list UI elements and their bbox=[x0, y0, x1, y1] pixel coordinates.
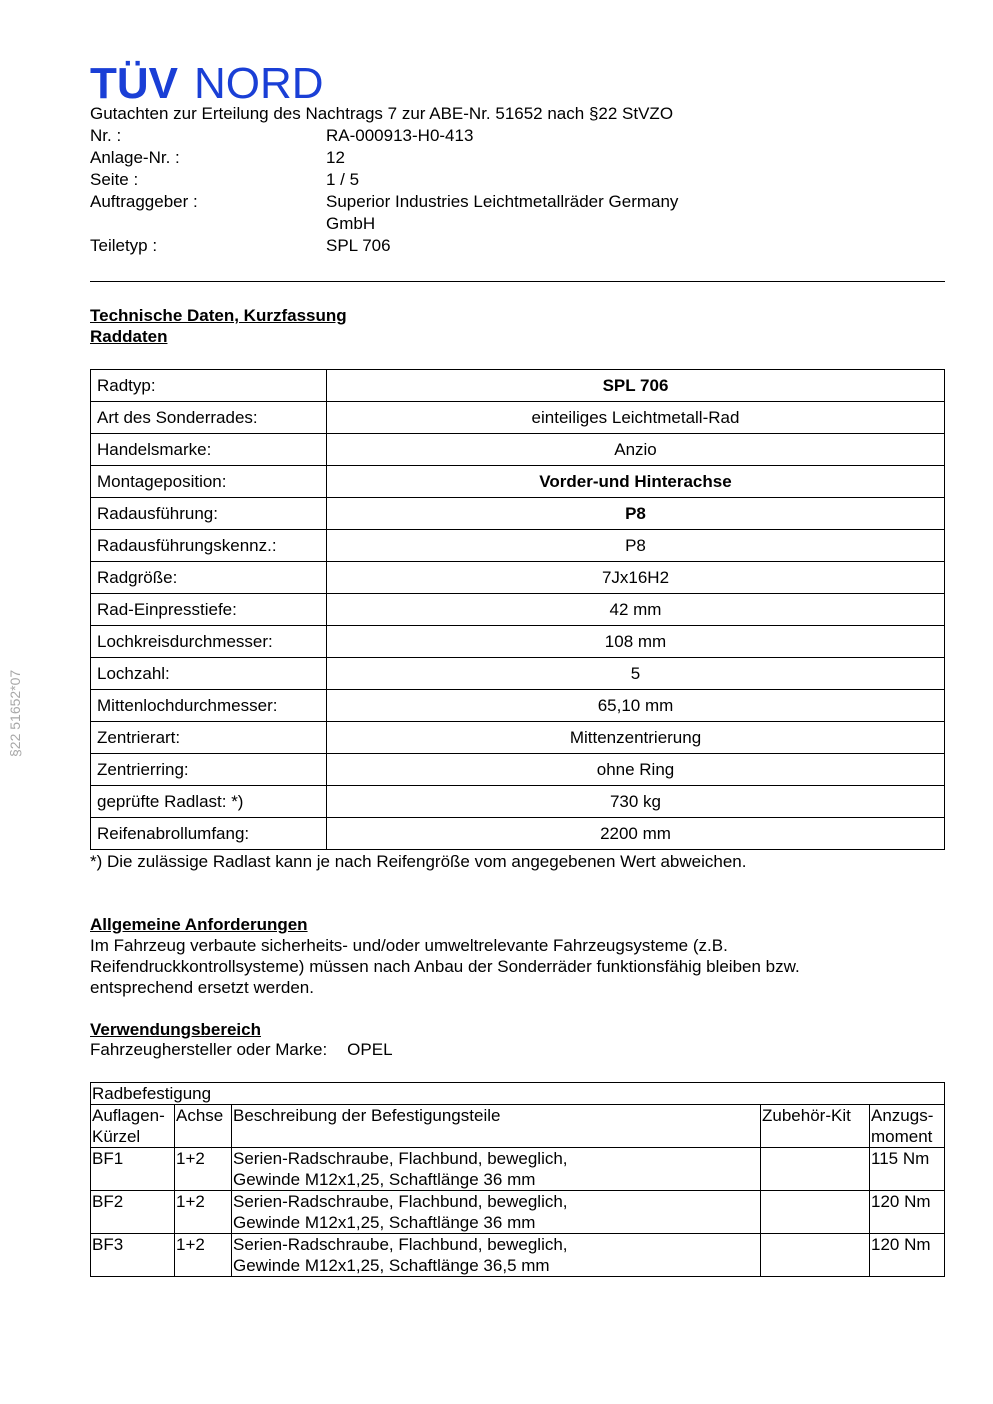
table-row bbox=[91, 1234, 945, 1277]
header-label: Teiletyp : bbox=[90, 236, 158, 255]
document-title: Gutachten zur Erteilung des Nachtrags 7 zur ABE-Nr. 51652 nach §22 StVZO bbox=[90, 104, 674, 123]
header-divider bbox=[90, 281, 945, 282]
header-value: RA-000913-H0-413 bbox=[326, 126, 474, 145]
description-line1: Serien-Radschraube, Flachbund, beweglich, bbox=[233, 1235, 568, 1254]
table-row bbox=[91, 562, 945, 594]
table-cell-value: Vorder-und Hinterachse bbox=[327, 466, 945, 498]
cell-torque: 115 Nm bbox=[870, 1148, 945, 1191]
header-row-anlage bbox=[90, 147, 945, 169]
tuev-nord-logo bbox=[90, 60, 330, 102]
description-line2: Gewinde M12x1,25, Schaftlänge 36,5 mm bbox=[233, 1256, 550, 1275]
table-row bbox=[91, 658, 945, 690]
section-subtitle-wheel-data: Raddaten bbox=[90, 327, 168, 346]
logo-graphic bbox=[90, 60, 330, 102]
description-line2: Gewinde M12x1,25, Schaftlänge 36 mm bbox=[233, 1213, 536, 1232]
table-cell-value: 108 mm bbox=[327, 626, 945, 658]
cell-kit bbox=[761, 1234, 870, 1277]
table-cell-value: 7Jx16H2 bbox=[327, 562, 945, 594]
table-cell-label: Lochkreisdurchmesser: bbox=[91, 626, 327, 658]
table-row bbox=[91, 498, 945, 530]
cell-axle: 1+2 bbox=[175, 1148, 232, 1191]
table-row bbox=[91, 594, 945, 626]
header-kit: Zubehör-Kit bbox=[761, 1105, 870, 1148]
cell-code: BF1 bbox=[91, 1148, 175, 1191]
description-line2: Gewinde M12x1,25, Schaftlänge 36 mm bbox=[233, 1170, 536, 1189]
cell-axle: 1+2 bbox=[175, 1234, 232, 1277]
header-label: Seite : bbox=[90, 170, 139, 189]
header-description: Beschreibung der Befestigungsteile bbox=[232, 1105, 761, 1148]
cell-axle: 1+2 bbox=[175, 1191, 232, 1234]
table-cell-value: 42 mm bbox=[327, 594, 945, 626]
logo-text-nord: NORD bbox=[194, 60, 324, 102]
side-note bbox=[4, 645, 26, 757]
description-line1: Serien-Radschraube, Flachbund, beweglich, bbox=[233, 1192, 568, 1211]
header-torque-line1: Anzugs- bbox=[871, 1106, 934, 1125]
vehicle-maker bbox=[90, 1039, 393, 1060]
table-cell-label: Radtyp: bbox=[91, 370, 327, 402]
vehicle-maker-label: Fahrzeughersteller oder Marke: bbox=[90, 1040, 328, 1059]
cell-code: BF3 bbox=[91, 1234, 175, 1277]
vehicle-maker-value: OPEL bbox=[347, 1040, 393, 1059]
table-cell-label: Zentrierart: bbox=[91, 722, 327, 754]
table-cell-value: ohne Ring bbox=[327, 754, 945, 786]
table-row bbox=[91, 786, 945, 818]
header-value: 1 / 5 bbox=[326, 170, 360, 189]
table-caption: Radbefestigung bbox=[91, 1083, 945, 1105]
table-cell-value: P8 bbox=[327, 498, 945, 530]
footnote: *) Die zulässige Radlast kann je nach Reifengröße vom angegebenen Wert abweichen. bbox=[90, 852, 747, 871]
table-cell-label: Art des Sonderrades: bbox=[91, 402, 327, 434]
table-row bbox=[91, 1191, 945, 1234]
header-row-teiletyp bbox=[90, 235, 945, 257]
table-row bbox=[91, 626, 945, 658]
cell-torque: 120 Nm bbox=[870, 1191, 945, 1234]
table-row bbox=[91, 754, 945, 786]
header-code bbox=[91, 1105, 175, 1148]
header-row-seite bbox=[90, 169, 945, 191]
section-title-usage: Verwendungsbereich bbox=[90, 1020, 261, 1039]
table-cell-label: Montageposition: bbox=[91, 466, 327, 498]
cell-code: BF2 bbox=[91, 1191, 175, 1234]
document-header bbox=[90, 103, 945, 257]
cell-torque: 120 Nm bbox=[870, 1234, 945, 1277]
table-cell-value: Anzio bbox=[327, 434, 945, 466]
table-cell-value: 5 bbox=[327, 658, 945, 690]
table-row bbox=[91, 434, 945, 466]
section-title-technical: Technische Daten, Kurzfassung bbox=[90, 306, 347, 325]
logo-text-tuev: TÜV bbox=[90, 60, 178, 102]
table-row bbox=[91, 370, 945, 402]
general-requirements-text: Im Fahrzeug verbaute sicherheits- und/oder umweltrelevante Fahrzeugsysteme (z.B. Reifendruckkontrollsysteme) müssen nach Anbau der Sonderräder funktionsfähig bleiben bzw. entsprechend ersetzt werden. bbox=[90, 936, 800, 997]
table-cell-value: einteiliges Leichtmetall-Rad bbox=[327, 402, 945, 434]
table-cell-label: Handelsmarke: bbox=[91, 434, 327, 466]
table-row bbox=[91, 466, 945, 498]
table-cell-value: 65,10 mm bbox=[327, 690, 945, 722]
wheel-fixing-table bbox=[90, 1082, 945, 1277]
cell-kit bbox=[761, 1148, 870, 1191]
table-header-row bbox=[91, 1105, 945, 1148]
table-cell-value: 2200 mm bbox=[327, 818, 945, 850]
table-row bbox=[91, 530, 945, 562]
header-code-line1: Auflagen- bbox=[92, 1106, 165, 1125]
header-value: Superior Industries Leichtmetallräder Germany GmbH bbox=[326, 192, 679, 233]
table-cell-label: Reifenabrollumfang: bbox=[91, 818, 327, 850]
table-row bbox=[91, 402, 945, 434]
header-label: Nr. : bbox=[90, 126, 122, 145]
header-code-line2: Kürzel bbox=[92, 1127, 141, 1146]
table-cell-value: P8 bbox=[327, 530, 945, 562]
header-label: Anlage-Nr. : bbox=[90, 148, 180, 167]
header-row-auftraggeber bbox=[90, 191, 945, 235]
header-value: 12 bbox=[326, 148, 345, 167]
description-line1: Serien-Radschraube, Flachbund, beweglich, bbox=[233, 1149, 568, 1168]
table-cell-label: Lochzahl: bbox=[91, 658, 327, 690]
header-torque bbox=[870, 1105, 945, 1148]
wheel-data-table bbox=[90, 369, 945, 850]
table-cell-label: geprüfte Radlast: *) bbox=[91, 786, 327, 818]
table-cell-label: Radausführung: bbox=[91, 498, 327, 530]
table-cell-value: Mittenzentrierung bbox=[327, 722, 945, 754]
table-row bbox=[91, 818, 945, 850]
header-torque-line2: moment bbox=[871, 1127, 933, 1146]
table-row bbox=[91, 690, 945, 722]
table-row bbox=[91, 1148, 945, 1191]
cell-description bbox=[232, 1234, 761, 1277]
table-cell-label: Radausführungskennz.: bbox=[91, 530, 327, 562]
table-cell-label: Zentrierring: bbox=[91, 754, 327, 786]
section-title-general: Allgemeine Anforderungen bbox=[90, 915, 308, 934]
table-cell-value: SPL 706 bbox=[327, 370, 945, 402]
header-row-nr bbox=[90, 125, 945, 147]
table-cell-value: 730 kg bbox=[327, 786, 945, 818]
table-caption-row bbox=[91, 1083, 945, 1105]
header-value: SPL 706 bbox=[326, 236, 391, 255]
side-note-text: §22 51652*07 bbox=[7, 669, 23, 757]
table-cell-label: Rad-Einpresstiefe: bbox=[91, 594, 327, 626]
cell-description bbox=[232, 1148, 761, 1191]
table-cell-label: Mittenlochdurchmesser: bbox=[91, 690, 327, 722]
header-axle: Achse bbox=[175, 1105, 232, 1148]
table-cell-label: Radgröße: bbox=[91, 562, 327, 594]
cell-kit bbox=[761, 1191, 870, 1234]
header-label: Auftraggeber : bbox=[90, 192, 198, 211]
cell-description bbox=[232, 1191, 761, 1234]
table-row bbox=[91, 722, 945, 754]
